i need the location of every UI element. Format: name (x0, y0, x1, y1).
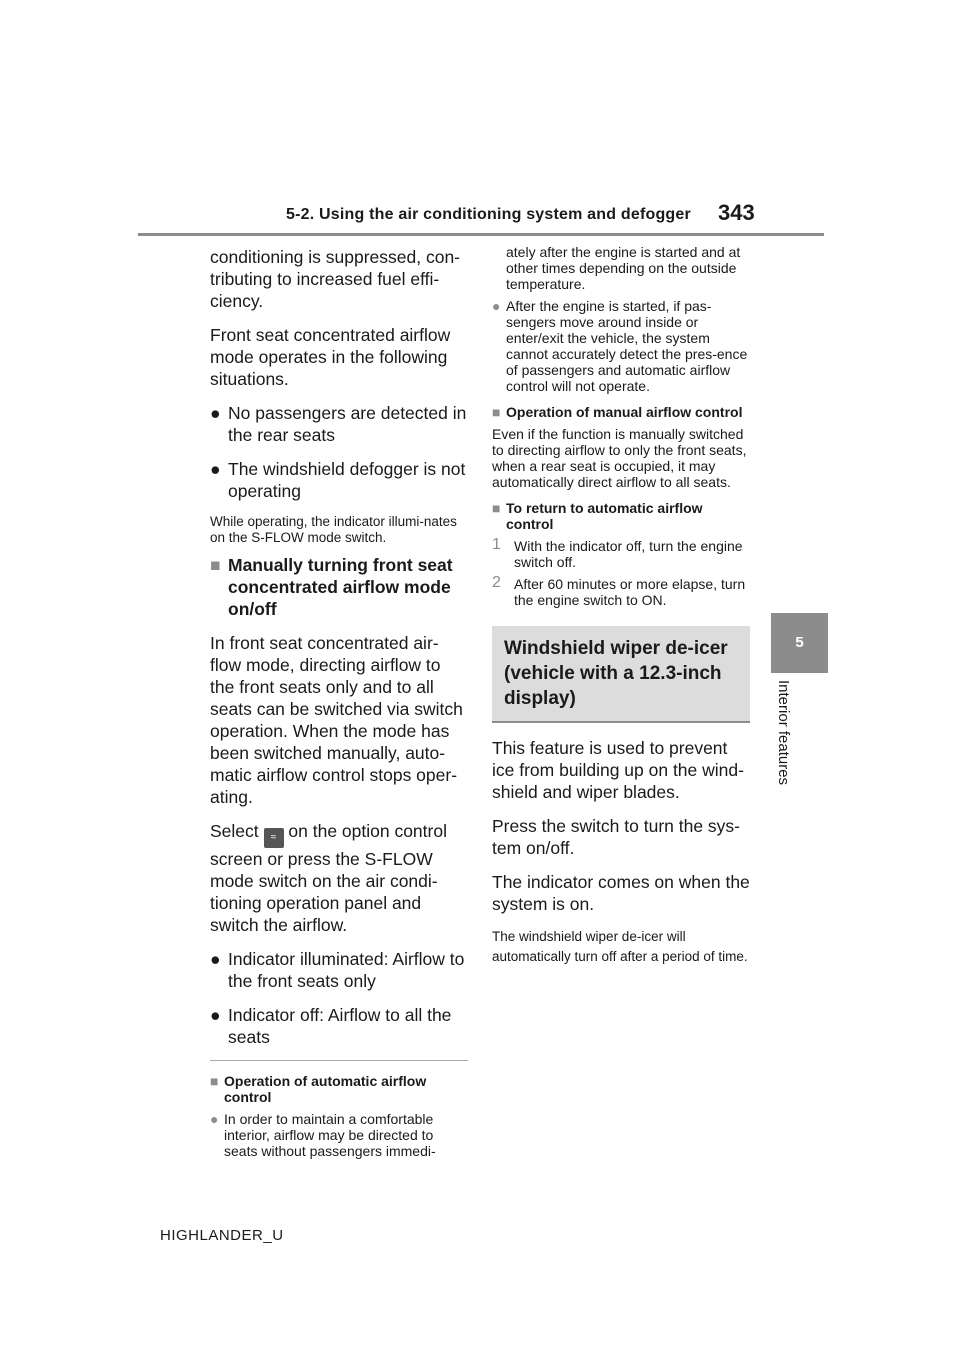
bullet-icon: ● (210, 1005, 221, 1025)
bullet-icon: ● (210, 403, 221, 423)
note-list-item-text: In order to maintain a comfortable interior, airflow may be directed to seats without passengers immedi- (224, 1111, 436, 1159)
square-icon: ■ (492, 404, 501, 420)
chapter-number: 5 (795, 634, 804, 651)
list-item-text: No passengers are detected in the rear seats (228, 403, 467, 445)
section-title-box: Windshield wiper de-icer (vehicle with a 12.3-inch display) (492, 626, 750, 723)
list-item (210, 1004, 468, 1048)
step-number: 2 (492, 574, 501, 591)
section-heading-text: Manually turning front seat concentrated airflow mode on/off (228, 555, 453, 619)
small-note: The windshield wiper de-icer will automatically turn off after a period of time. (492, 929, 748, 964)
step-item (492, 538, 750, 570)
square-icon: ■ (210, 1073, 219, 1089)
note-heading (492, 500, 750, 532)
list-item (210, 402, 468, 446)
note-list-item (492, 298, 750, 394)
footer-model: HIGHLANDER_U (160, 1227, 284, 1244)
step-item (492, 576, 750, 608)
step-number: 1 (492, 536, 501, 553)
note-continuation: ately after the engine is started and at other times depending on the outside temperature. (506, 244, 741, 292)
chapter-tab (771, 613, 828, 673)
chapter-label: Interior features (775, 680, 792, 786)
note-list-item (210, 1111, 468, 1159)
step-text: With the indicator off, turn the engine switch off. (514, 538, 743, 570)
paragraph: In front seat concentrated air-flow mode, directing airflow to the front seats only and to all seats can be switched via switch operation. When the mode has been switched manually, auto-matic airflow control stops oper-ating. (210, 633, 463, 807)
note-heading (492, 404, 750, 420)
note-list-item-text: After the engine is started, if pas-sengers move around inside or enter/exit the vehicle, the system cannot accurately detect the pres-ence of passengers and automatic airflow control will not operate. (506, 298, 748, 394)
paragraph: Press the switch to turn the sys-tem on/off. (492, 816, 741, 858)
note-heading-text: Operation of manual airflow control (506, 404, 743, 420)
right-column (492, 244, 750, 975)
paragraph: This feature is used to prevent ice from building up on the wind-shield and wiper blades. (492, 738, 744, 802)
header-title: 5-2. Using the air conditioning system and defogger (286, 206, 691, 223)
paragraph: conditioning is suppressed, con-tributing to increased fuel effi-ciency. (210, 247, 461, 311)
list-item-text: Indicator illuminated: Airflow to the front seats only (228, 949, 465, 991)
paragraph-text-start: Select (210, 821, 259, 841)
note-heading-text: Operation of automatic airflow control (224, 1073, 427, 1105)
note-divider (210, 1060, 468, 1061)
bullet-icon: ● (492, 298, 501, 314)
step-text: After 60 minutes or more elapse, turn the engine switch to ON. (514, 576, 746, 608)
bullet-icon: ● (210, 949, 221, 969)
square-icon: ■ (492, 500, 501, 516)
note-paragraph: Even if the function is manually switched to directing airflow to only the front seats, when a rear seat is occupied, it may automatically direct airflow to all seats. (492, 426, 747, 490)
square-icon: ■ (210, 555, 221, 575)
bullet-icon: ● (210, 1111, 219, 1127)
list-item-text: The windshield defogger is not operating (228, 459, 466, 501)
left-column (210, 246, 468, 1165)
paragraph: The indicator comes on when the system is on. (492, 872, 750, 914)
bullet-icon: ● (210, 459, 221, 479)
section-heading (210, 554, 468, 620)
list-item-text: Indicator off: Airflow to all the seats (228, 1005, 452, 1047)
list-item (210, 458, 468, 502)
paragraph: Front seat concentrated airflow mode operates in the following situations. (210, 325, 451, 389)
list-item (210, 948, 468, 992)
note-heading (210, 1073, 468, 1105)
s-flow-icon: ≈ (264, 828, 284, 848)
note-heading-text: To return to automatic airflow control (506, 500, 703, 532)
paragraph (210, 820, 468, 936)
small-note: While operating, the indicator illumi-nates on the S-FLOW mode switch. (210, 514, 457, 545)
header-rule (138, 233, 824, 236)
page-number: 343 (718, 200, 755, 225)
paragraph-text-end: on the option control screen or press the S-FLOW mode switch on the air condi-tioning operation panel and switch the airflow. (210, 821, 447, 935)
